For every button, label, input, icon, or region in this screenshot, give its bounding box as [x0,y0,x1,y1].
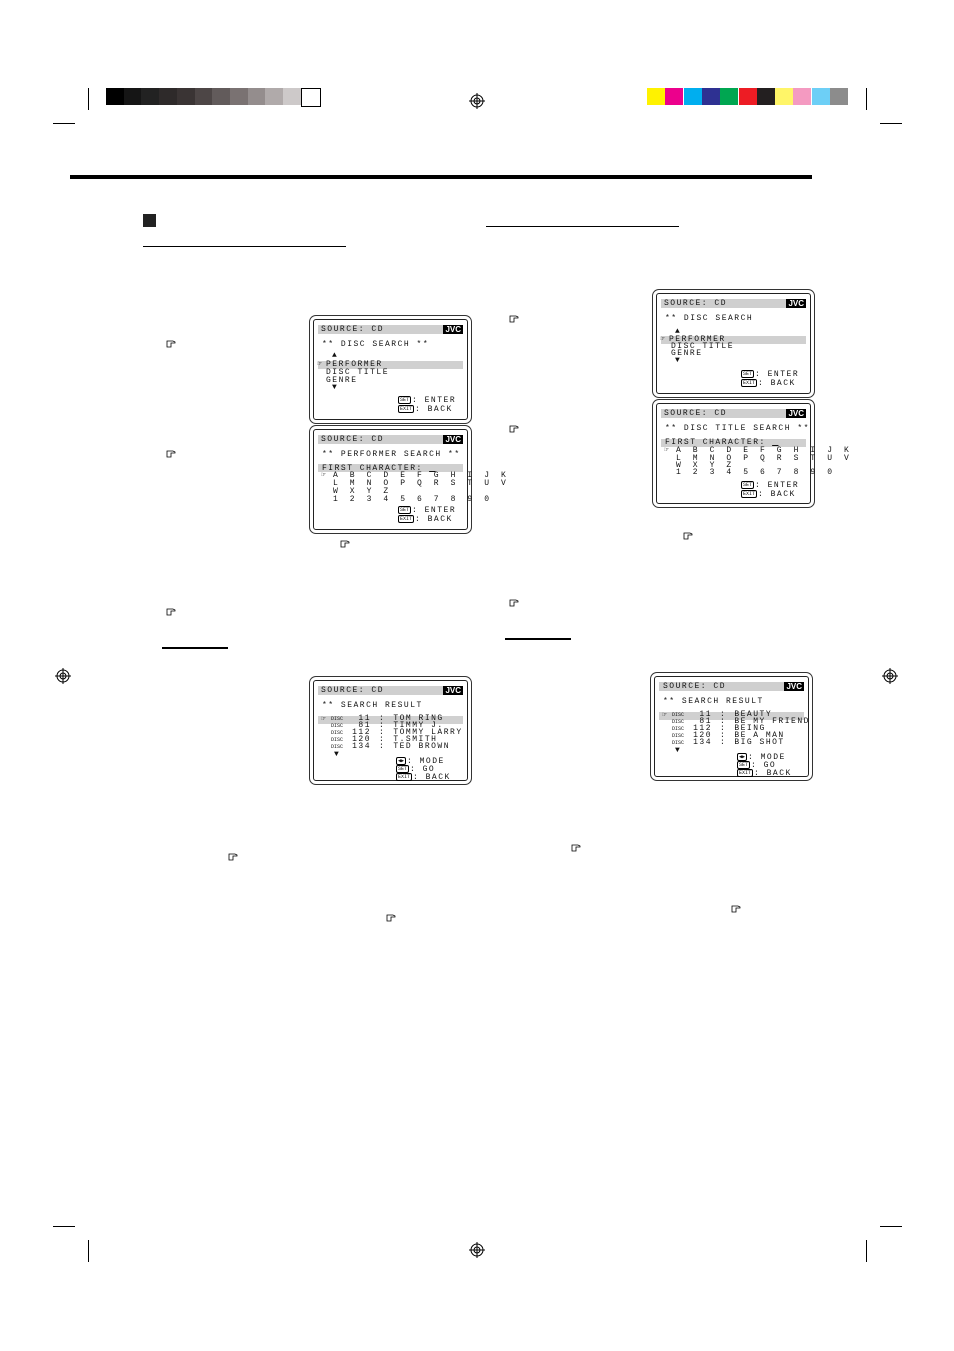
screen-disc-search-menu [313,319,468,420]
screen-search-result-performer [313,680,468,781]
subheading-underline [505,638,571,640]
menu-item-genre[interactable]: GENRE [326,376,358,385]
character-row[interactable]: W X Y Z [676,461,735,470]
menu-item-genre[interactable]: GENRE [671,349,703,358]
result-row[interactable]: DISC 120 : BE A MAN [672,731,785,740]
screen-title: ** DISC SEARCH [665,314,754,323]
result-row[interactable]: DISC 120 : T.SMITH [331,735,438,744]
brand-logo: JVC [445,435,461,444]
brand-logo: JVC [786,682,802,691]
character-row[interactable]: A B C D E F G H I J K [333,471,510,480]
reference-hand-icon [166,339,177,349]
gray-swatch [230,88,248,105]
reference-hand-icon [166,607,177,617]
crop-mark [53,1226,75,1227]
crop-mark [866,88,867,110]
hint-back: EXIT : BACK [400,405,453,415]
reference-hand-icon [509,314,520,324]
crop-mark [88,1240,89,1262]
brand-logo: JVC [788,409,804,418]
screen-search-result-title [654,676,809,777]
result-row[interactable]: DISC 112 : TOMMY LARRY [331,728,463,737]
gray-swatch [195,88,213,105]
header-rule [70,175,812,179]
color-swatch [647,88,665,105]
color-swatch [775,88,793,105]
character-row[interactable]: A B C D E F G H I J K [676,446,853,455]
screen-title: ** DISC SEARCH ** [322,340,430,349]
crop-mark [53,123,75,124]
source-label: SOURCE: CD [664,409,728,418]
gray-swatch [283,88,301,105]
brand-logo: JVC [445,686,461,695]
screen-title: ** DISC TITLE SEARCH ** [665,424,810,433]
hint-back: EXIT : BACK [743,379,796,389]
source-label: SOURCE: CD [321,435,385,444]
character-row[interactable]: 1 2 3 4 5 6 7 8 9 0 [676,468,836,477]
gray-swatch [248,88,266,105]
hand-cursor-icon: ☞ [321,715,328,724]
hand-cursor-icon: ☞ [664,446,671,455]
color-swatch [830,88,848,105]
first-character-label: FIRST CHARACTER: [322,464,430,473]
registration-mark-icon [469,1242,485,1258]
gray-swatch [106,88,124,105]
hint-enter: SET : ENTER [400,506,457,516]
down-arrow-icon: ▼ [334,750,341,759]
reference-hand-icon [509,424,520,434]
menu-item-performer[interactable]: PERFORMER [326,360,383,369]
hint-go: SET : GO [398,765,436,775]
color-swatch [702,88,720,105]
hint-enter: SET : ENTER [743,370,800,380]
down-arrow-icon: ▼ [675,356,682,365]
gray-swatch [159,88,177,105]
gray-swatch [212,88,230,105]
down-arrow-icon: ▼ [675,746,682,755]
heading-underline [486,226,679,227]
color-swatch [684,88,702,105]
reference-hand-icon [228,852,239,862]
hint-enter: SET : ENTER [400,396,457,406]
gray-swatch [301,88,321,107]
character-row[interactable]: L M N O P Q R S T U V [676,454,853,463]
gray-swatch [124,88,142,105]
crop-mark [866,1240,867,1262]
color-swatch [739,88,757,105]
first-character-label: FIRST CHARACTER: [665,438,773,447]
result-row[interactable]: DISC 134 : BIG SHOT [672,738,785,747]
heading-underline [143,246,346,247]
menu-item-disc-title[interactable]: DISC TITLE [671,342,735,351]
result-row[interactable]: DISC 81 : BE MY FRIEND [672,717,810,726]
screen-title: ** PERFORMER SEARCH ** [322,450,461,459]
hint-back: EXIT : BACK [739,769,792,779]
color-swatch [812,88,830,105]
reference-hand-icon [683,531,694,541]
gray-swatch [265,88,283,105]
screen-disc-search-menu-right [656,293,811,394]
screen-title: ** SEARCH RESULT [322,701,423,710]
registration-mark-icon [469,93,485,109]
result-row[interactable]: DISC 11 : TOM RING [331,714,444,723]
result-row[interactable]: DISC 81 : TIMMY J. [331,721,444,730]
up-arrow-icon: ▲ [675,327,682,336]
result-row[interactable]: DISC 11 : BEAUTY [672,710,773,719]
section-bullet [143,214,156,227]
menu-item-disc-title[interactable]: DISC TITLE [326,368,390,377]
down-arrow-icon: ▼ [332,383,339,392]
screen-disc-title-search [656,403,853,504]
hand-cursor-icon: ☞ [660,335,667,344]
source-label: SOURCE: CD [321,325,385,334]
source-label: SOURCE: CD [663,682,727,691]
result-row[interactable]: DISC 112 : BEING [672,724,766,733]
result-row[interactable]: DISC 134 : TED BROWN [331,742,451,751]
up-arrow-icon: ▲ [332,351,339,360]
hand-cursor-icon: ☞ [321,471,328,480]
hand-cursor-icon: ☞ [317,360,324,369]
character-row[interactable]: L M N O P Q R S T U V [333,479,510,488]
color-swatch [793,88,811,105]
reference-hand-icon [731,904,742,914]
hint-back: EXIT : BACK [743,490,796,500]
hint-mode: ◀▶ : MODE [398,757,445,767]
hint-enter: SET : ENTER [743,481,800,491]
source-label: SOURCE: CD [321,686,385,695]
reference-hand-icon [571,843,582,853]
registration-mark-icon [55,668,71,684]
color-swatch [720,88,738,105]
brand-logo: JVC [788,299,804,308]
reference-hand-icon [340,539,351,549]
crop-mark [880,123,902,124]
color-swatch [665,88,683,105]
screen-title: ** SEARCH RESULT [663,697,764,706]
subheading-underline [162,647,228,649]
hint-back: EXIT : BACK [400,515,453,525]
crop-mark [88,88,89,110]
gray-swatch [177,88,195,105]
hint-back: EXIT : BACK [398,773,451,783]
crop-mark [880,1226,902,1227]
character-row[interactable]: 1 2 3 4 5 6 7 8 9 0 [333,495,493,504]
brand-logo: JVC [445,325,461,334]
gray-swatch [141,88,159,105]
registration-mark-icon [882,668,898,684]
source-label: SOURCE: CD [664,299,728,308]
hint-go: SET : GO [739,761,777,771]
menu-item-performer[interactable]: PERFORMER [669,335,726,344]
reference-hand-icon [166,449,177,459]
reference-hand-icon [509,598,520,608]
reference-hand-icon [386,913,397,923]
character-row[interactable]: W X Y Z [333,487,392,496]
screen-performer-search [313,429,510,530]
hint-mode: ◀▶ : MODE [739,753,786,763]
color-swatch [757,88,775,105]
hand-cursor-icon: ☞ [662,711,669,720]
